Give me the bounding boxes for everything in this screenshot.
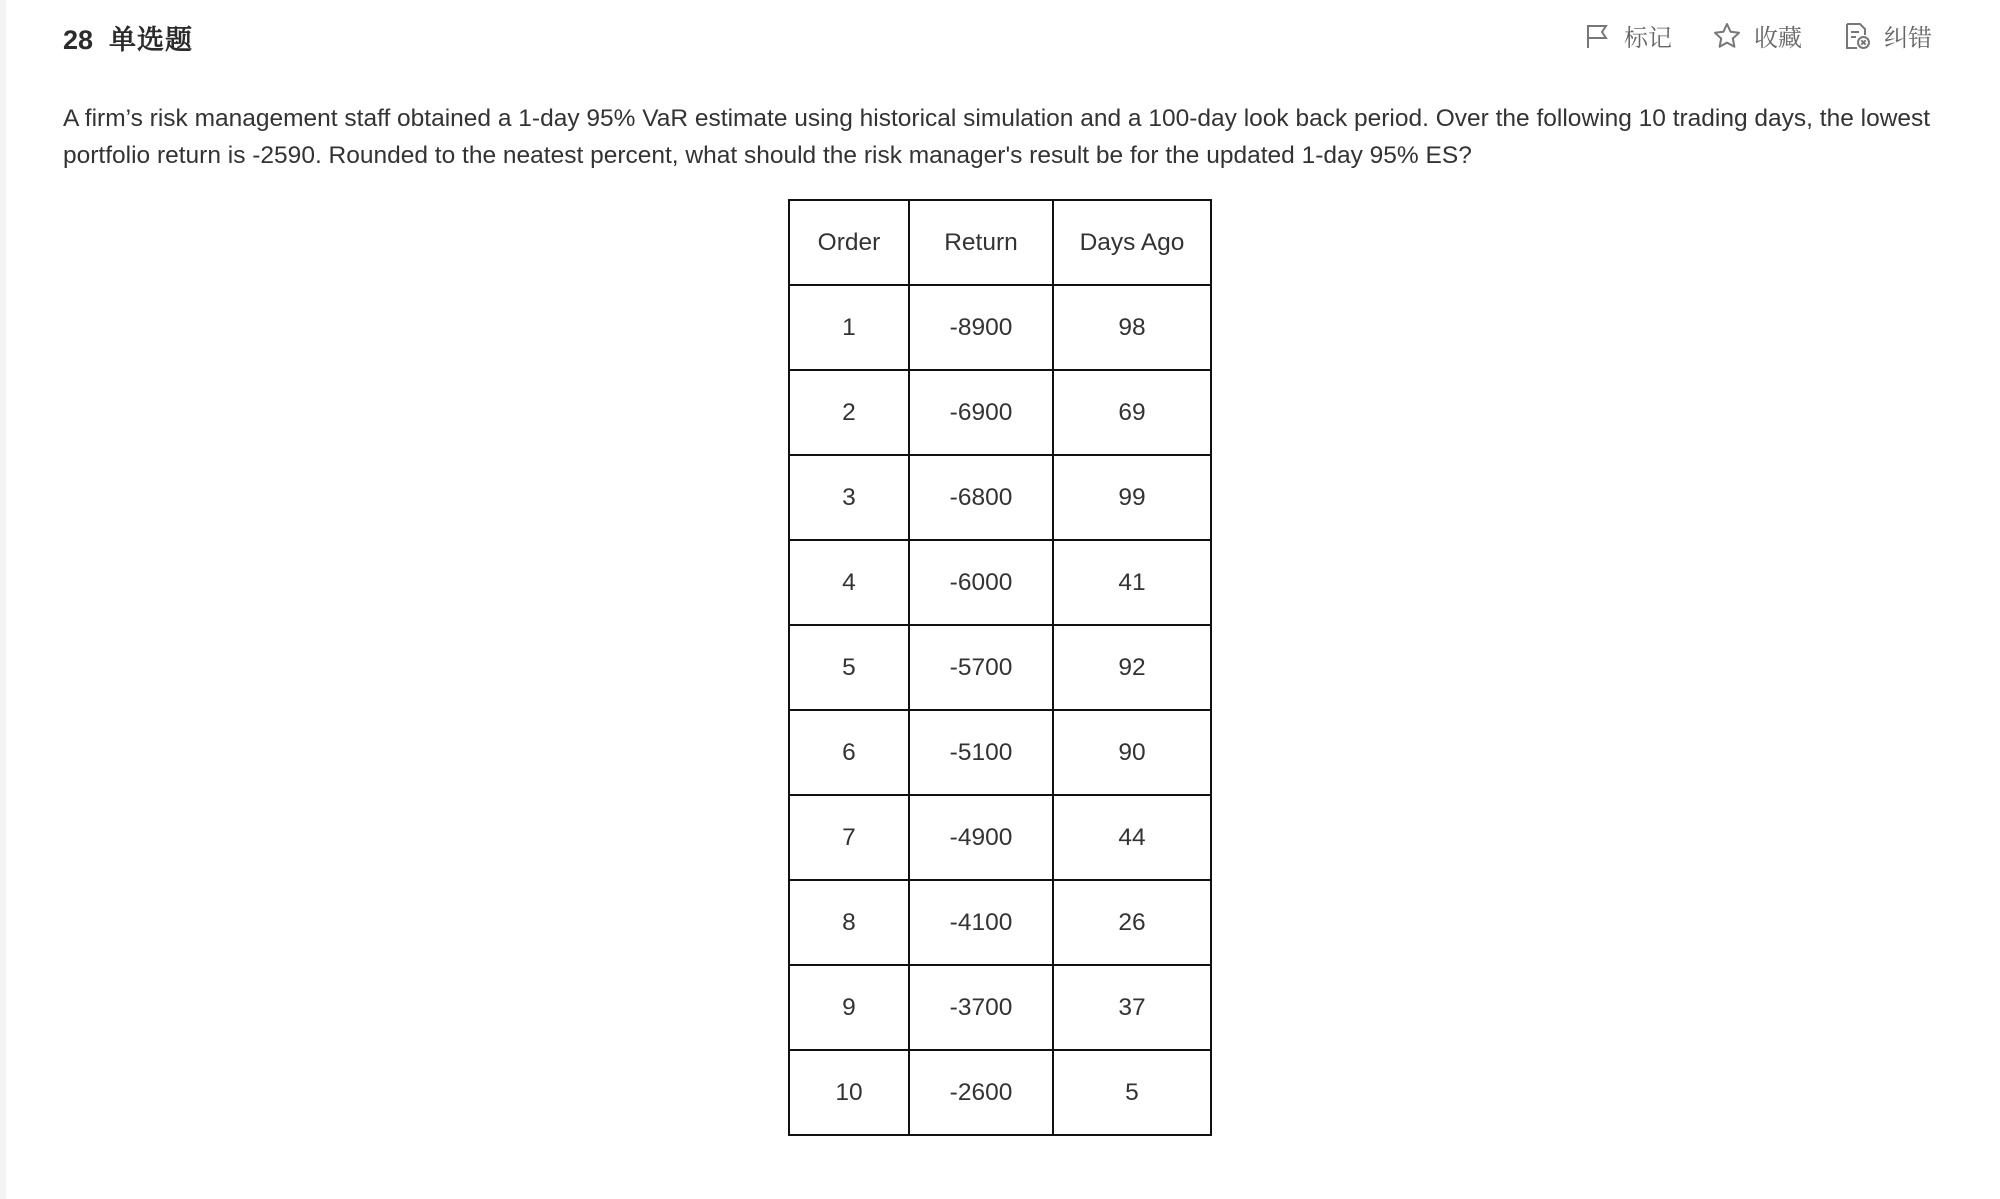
question-card <box>6 0 2000 1199</box>
table-row <box>789 1050 1211 1135</box>
returns-table <box>788 199 1212 1136</box>
cell-days-ago: 90 <box>1053 710 1211 795</box>
cell-return: -8900 <box>909 285 1053 370</box>
table-row <box>789 795 1211 880</box>
cell-order: 3 <box>789 455 909 540</box>
flag-icon <box>1582 21 1612 51</box>
cell-return: -6800 <box>909 455 1053 540</box>
cell-return: -4900 <box>909 795 1053 880</box>
cell-days-ago: 69 <box>1053 370 1211 455</box>
question-actions <box>1582 18 1932 53</box>
cell-days-ago: 92 <box>1053 625 1211 710</box>
report-error-icon <box>1842 21 1872 51</box>
cell-order: 1 <box>789 285 909 370</box>
cell-order: 2 <box>789 370 909 455</box>
cell-days-ago: 98 <box>1053 285 1211 370</box>
cell-days-ago: 44 <box>1053 795 1211 880</box>
table-row <box>789 540 1211 625</box>
cell-return: -5700 <box>909 625 1053 710</box>
report-error-label: 纠错 <box>1884 24 1932 52</box>
cell-days-ago: 99 <box>1053 455 1211 540</box>
table-row <box>789 455 1211 540</box>
column-header-return: Return <box>909 200 1053 285</box>
cell-order: 9 <box>789 965 909 1050</box>
cell-days-ago: 26 <box>1053 880 1211 965</box>
column-header-order: Order <box>789 200 909 285</box>
cell-return: -2600 <box>909 1050 1053 1135</box>
cell-return: -6900 <box>909 370 1053 455</box>
cell-order: 8 <box>789 880 909 965</box>
mark-label: 标记 <box>1624 24 1672 52</box>
question-text: A firm’s risk management staff obtained a 1-day 95% VaR estimate using historical simulation and a 100-day look back period. Over the following 10 trading days, the lowest portfolio return is -2590. Rounded to the neatest percent, what should the risk manager's result be for the updated 1-day 95% ES? <box>63 105 1931 169</box>
table-row <box>789 285 1211 370</box>
cell-return: -3700 <box>909 965 1053 1050</box>
cell-order: 6 <box>789 710 909 795</box>
question-type: 单选题 <box>109 25 194 56</box>
table-row <box>789 710 1211 795</box>
column-header-days-ago: Days Ago <box>1053 200 1211 285</box>
table-row <box>789 370 1211 455</box>
table-row <box>789 625 1211 710</box>
table-header-row <box>789 200 1211 285</box>
star-icon <box>1712 21 1742 51</box>
cell-days-ago: 41 <box>1053 540 1211 625</box>
cell-order: 7 <box>789 795 909 880</box>
cell-days-ago: 37 <box>1053 965 1211 1050</box>
cell-order: 4 <box>789 540 909 625</box>
cell-return: -4100 <box>909 880 1053 965</box>
question-number: 28 <box>63 25 94 55</box>
favorite-button[interactable] <box>1712 18 1802 53</box>
cell-return: -5100 <box>909 710 1053 795</box>
cell-days-ago: 5 <box>1053 1050 1211 1135</box>
cell-order: 10 <box>789 1050 909 1135</box>
report-error-button[interactable] <box>1842 18 1932 53</box>
mark-button[interactable] <box>1582 18 1672 53</box>
cell-return: -6000 <box>909 540 1053 625</box>
table-row <box>789 880 1211 965</box>
favorite-label: 收藏 <box>1754 24 1802 52</box>
cell-order: 5 <box>789 625 909 710</box>
question-header <box>63 18 193 57</box>
table-row <box>789 965 1211 1050</box>
